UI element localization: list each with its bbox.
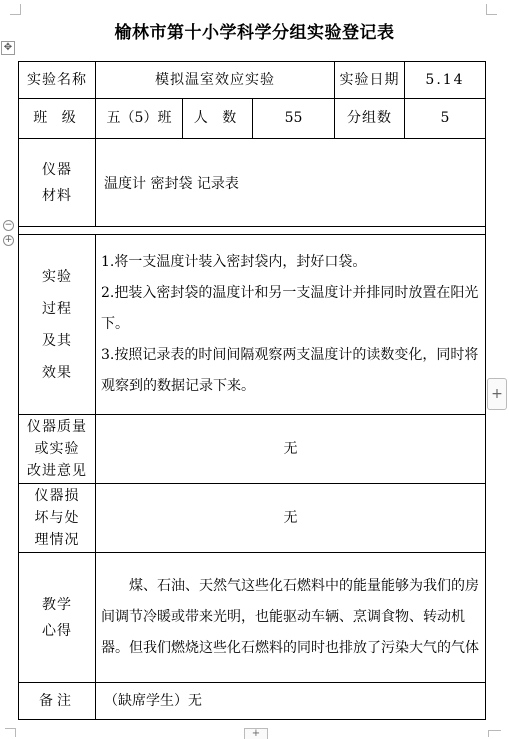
group-count-label: 分组数 xyxy=(335,99,405,139)
materials-label-line: 材料 xyxy=(42,187,72,204)
process-label-line: 实验 xyxy=(42,268,72,285)
process-step: 1.将一支温度计装入密封袋内，封好口袋。 xyxy=(101,254,367,270)
table-row xyxy=(19,62,486,99)
quality-label xyxy=(19,415,96,484)
page-corner-mark xyxy=(10,4,21,15)
process-step: 2.把装入密封袋的温度计和另一支温度计并排同时放置在阳光下。 xyxy=(101,285,479,332)
materials-value[interactable]: 温度计 密封袋 记录表 xyxy=(96,139,486,227)
quality-label-line: 改进意见 xyxy=(27,463,87,479)
row-collapse-icon[interactable]: − xyxy=(4,220,13,230)
table-row xyxy=(19,99,486,139)
damage-label-line: 仪器损 xyxy=(34,488,80,504)
teaching-label-line: 心得 xyxy=(42,622,72,639)
process-value[interactable] xyxy=(96,235,486,415)
class-value[interactable]: 五（5）班 xyxy=(96,99,183,139)
document-title: 榆林市第十小学科学分组实验登记表 xyxy=(114,23,395,43)
process-label-line: 及其 xyxy=(42,332,72,349)
process-label-line: 过程 xyxy=(42,300,72,317)
remarks-label: 备注 xyxy=(19,683,96,720)
process-label xyxy=(19,235,96,415)
teaching-label xyxy=(19,553,96,683)
table-row xyxy=(19,553,486,683)
experiment-name-label: 实验名称 xyxy=(19,62,96,99)
experiment-name-value[interactable]: 模拟温室效应实验 xyxy=(96,62,335,99)
teaching-paragraph: 煤、石油、天然气这些化石燃料中的能量能够为我们的房间调节冷暖或带来光明，也能驱动车辆、烹调食物、转动机器。但我们燃烧这些化石燃料的同时也排放了污染大气的气体 xyxy=(101,578,479,656)
damage-label-line: 理情况 xyxy=(34,532,80,548)
group-count-value[interactable]: 5 xyxy=(405,99,486,139)
damage-label-line: 坏与处 xyxy=(34,510,80,526)
table-row xyxy=(19,235,486,415)
quality-value[interactable]: 无 xyxy=(96,415,486,484)
experiment-date-value[interactable]: 5.14 xyxy=(405,62,486,99)
teaching-label-line: 教学 xyxy=(42,596,72,613)
page-corner-mark xyxy=(486,4,497,15)
process-label-line: 效果 xyxy=(42,364,72,381)
teaching-value[interactable] xyxy=(96,553,486,683)
quality-label-line: 仪器质量 xyxy=(27,419,87,435)
remarks-value[interactable]: （缺席学生）无 xyxy=(96,683,486,720)
table-move-handle-icon[interactable]: ✥ xyxy=(1,41,15,55)
add-row-icon[interactable]: + xyxy=(244,728,268,739)
table-row xyxy=(19,415,486,484)
table-row xyxy=(19,484,486,553)
student-count-label: 人 数 xyxy=(183,99,253,139)
damage-label xyxy=(19,484,96,553)
row-insert-icon[interactable]: + xyxy=(4,235,13,245)
student-count-value[interactable]: 55 xyxy=(253,99,335,139)
class-label: 班 级 xyxy=(19,99,96,139)
quality-label-line: 或实验 xyxy=(34,441,80,457)
materials-label xyxy=(19,139,96,227)
table-row xyxy=(19,139,486,227)
table-split-gap xyxy=(19,227,486,235)
process-step: 3.按照记录表的时间间隔观察两支温度计的读数变化，同时将观察到的数据记录下来。 xyxy=(101,347,479,394)
experiment-date-label: 实验日期 xyxy=(335,62,405,99)
experiment-register-table xyxy=(18,61,486,720)
materials-label-line: 仪器 xyxy=(42,161,72,178)
table-row xyxy=(19,683,486,720)
damage-value[interactable]: 无 xyxy=(96,484,486,553)
add-column-icon[interactable]: + xyxy=(487,378,507,410)
